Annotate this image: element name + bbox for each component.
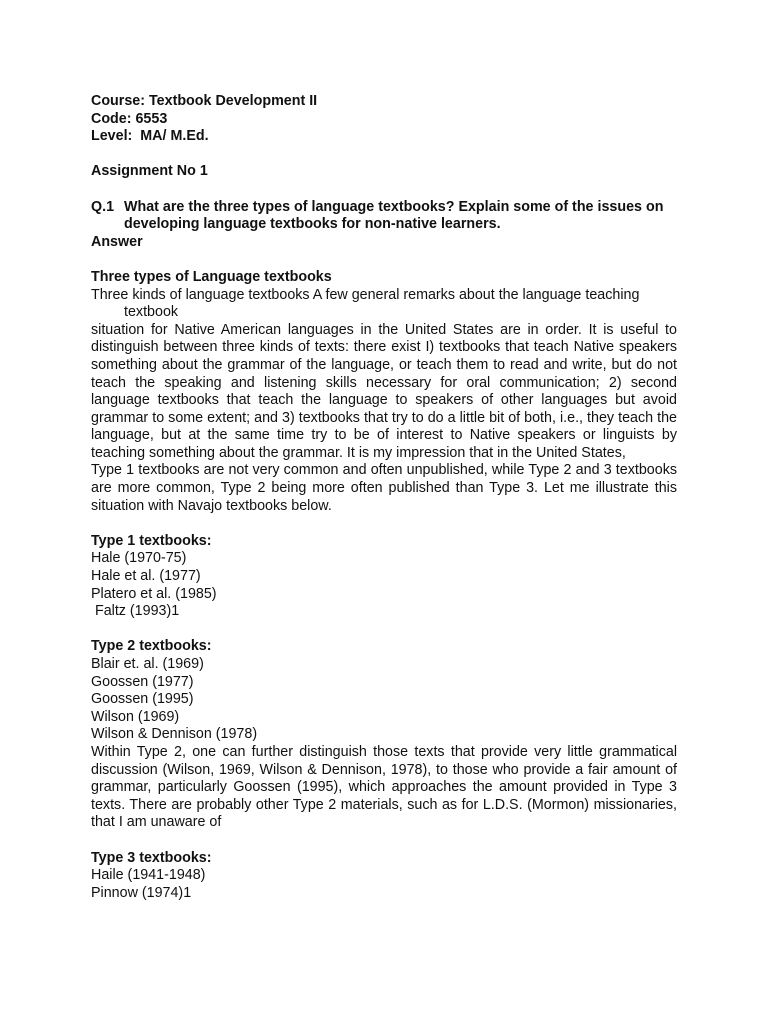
- type3-item: Pinnow (1974)1: [91, 884, 192, 901]
- type2-item: Goossen (1995): [91, 691, 194, 708]
- type1-heading: Type 1 textbooks:: [91, 532, 212, 549]
- document-page: [91, 93, 677, 902]
- intro-paragraph-2: Type 1 textbooks are not very common and often unpublished, while Type 2 and 3 textbooks are more common, Type 2 being more often published than Type 3. Let me illustrate this situation with Navajo textbooks below.: [91, 462, 677, 514]
- type1-item: Hale (1970-75): [91, 550, 187, 567]
- type2-heading: Type 2 textbooks:: [91, 638, 212, 655]
- type3-item: Haile (1941-1948): [91, 867, 206, 884]
- level-line: Level: MA/ M.Ed.: [91, 128, 209, 145]
- section-heading: Three types of Language textbooks: [91, 268, 332, 285]
- type2-item: Wilson & Dennison (1978): [91, 726, 258, 743]
- type2-item: Blair et. al. (1969): [91, 656, 204, 672]
- type1-item: Faltz (1993)1: [91, 603, 180, 620]
- question-block: [91, 199, 677, 234]
- type1-item: Hale et al. (1977): [91, 568, 201, 585]
- intro-line-1: Three kinds of language textbooks A few general remarks about the language teaching: [91, 286, 640, 303]
- assignment-title: Assignment No 1: [91, 163, 208, 180]
- type2-item: Wilson (1969): [91, 708, 180, 725]
- type2-item: Goossen (1977): [91, 673, 194, 690]
- type1-item: Platero et al. (1985): [91, 585, 217, 602]
- question-text: What are the three types of language textbooks? Explain some of the issues on developing language textbooks for non-native learners.: [124, 198, 664, 233]
- code-line: Code: 6553: [91, 110, 168, 127]
- intro-paragraph-1: situation for Native American languages in the United States are in order. It is useful to distinguish between three kinds of texts: there exist I) textbooks that teach Native speakers something about the grammar of the language, or teach them to read and write, but do not teach the speaking and listening skills necessary for oral communication; 2) second language textbooks that teach the language to speakers of other languages but avoid grammar to some extent; and 3) textbooks that try to do a little bit of both, i.e., they teach the language, but at the same time try to be of interest to Native speakers or linguists by teaching something about the grammar. It is my impression that in the United States,: [91, 321, 677, 461]
- answer-label: Answer: [91, 233, 143, 250]
- intro-line-2: textbook: [124, 304, 179, 321]
- type2-paragraph: Within Type 2, one can further distinguish those texts that provide very little grammatical discussion (Wilson, 1969, Wilson & Dennison, 1978), to those who provide a fair amount of grammar, particularly Goossen (1995), which approaches the amount provided in Type 3 texts. There are probably other Type 2 materials, such as for L.D.S. (Mormon) missionaries, that I am unaware of: [91, 743, 677, 831]
- type3-heading: Type 3 textbooks:: [91, 849, 212, 866]
- question-number: Q.1: [91, 198, 115, 215]
- course-line: Course: Textbook Development II: [91, 93, 318, 109]
